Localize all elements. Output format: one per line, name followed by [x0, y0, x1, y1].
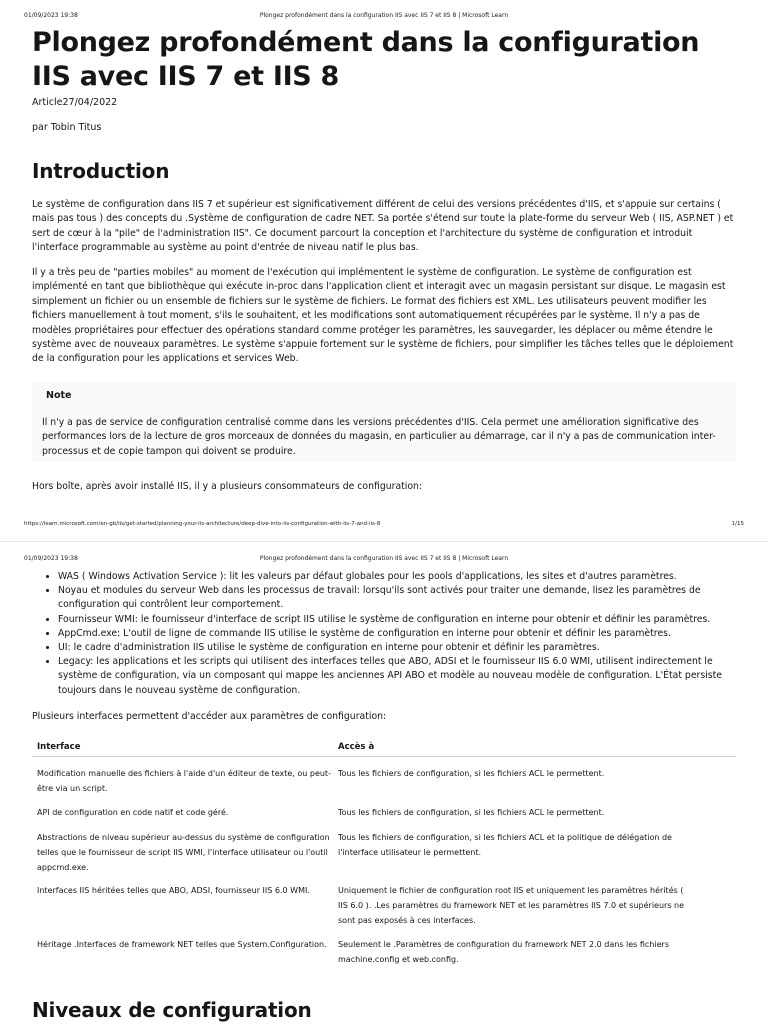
list-item: • WAS ( Windows Activation Service ): lit les valeurs par défaut globales pour les pools d'applications, les sites et d'autres paramètres.: [58, 570, 752, 584]
page1-header: [24, 10, 744, 22]
section-heading-configuration-levels: Niveaux de configuration: [32, 998, 312, 1022]
intro-paragraph-1: Le système de configuration dans IIS 7 et supérieur est significativement différent de celui des versions précédentes d'IIS, et s'appuie sur certains ( mais pas tous ) des concepts du .Système de configuration de cadre NET. Sa portée s'étend sur toute la plate-forme du serveur Web ( IIS, ASP.NET ) et sert de cœur à la "pile" de l'administration IIS". Ce document parcourt la conception et l'architecture du système de configuration et introduit l'interface programmable au système au point d'entrée de niveau natif le plus bas.: [32, 199, 734, 254]
table-cell: Abstractions de niveau supérieur au-dessus du système de configuration telles que le fournisseur de script IIS WMI, l'interface utilisateur ou l'outil appcmd.exe.: [37, 833, 330, 872]
list-item: • Fournisseur WMI: le fournisseur d'interface de script IIS utilise le système de configuration en interne pour obtenir et définir les paramètres.: [58, 613, 752, 627]
table-cell: Tous les fichiers de configuration, si les fichiers ACL le permettent.: [338, 808, 605, 817]
note-callout: [32, 382, 736, 462]
consumers-intro: Hors boîte, après avoir installé IIS, il y a plusieurs consommateurs de configuration:: [32, 481, 423, 492]
list-item: • Legacy: les applications et les scripts qui utilisent des interfaces telles que ABO, ADSI et le fournisseur IIS 6.0 WMI, utilisent indirectement le système de configuration, via un composant qui mappe les anciennes API ABO et modèle au nouveau modèle de configuration. L'État persiste toujours dans le nouveau système de configuration.: [58, 655, 752, 698]
print-date: 01/09/2023 19:38: [24, 12, 78, 19]
table-cell: Seulement le .Paramètres de configuration du framework NET 2.0 dans les fichiers machine.config et web.config.: [338, 940, 669, 964]
column-header-access: Accès à: [338, 742, 375, 752]
footer-url: https://learn.microsoft.com/en-gb/iis/get-started/planning-your-iis-architecture/deep-dive-into-iis-configuration-with-iis-7-and-iis-8: [24, 521, 381, 527]
section-heading-introduction: Introduction: [32, 159, 170, 183]
table-header-divider: [32, 756, 736, 757]
list-item: • Noyau et modules du serveur Web dans les processus de travail: lorsqu'ils sont activés pour traiter une demande, lisez les paramètres de configuration qui contrôlent leur comportement.: [58, 584, 752, 612]
intro-paragraph-2: Il y a très peu de "parties mobiles" au moment de l'exécution qui implémentent le système de configuration. Le système de configuration est implémenté en tant que bibliothèque qui exécute in-proc dans l'application client et interagit avec un magasin persistant sur disque. Le magasin est simplement un fichier ou un ensemble de fichiers sur le système de fichiers. Le format des fichiers est XML. Les utilisateurs peuvent modifier les fichiers manuellement à tout moment, s'ils le souhaitent, et les modifications sont automatiquement récupérées par le système. Il n'y a pas de modèles propriétaires pour effectuer des opérations standard comme protéger les paramètres, les sauvegarder, les déplacer ou même étendre le système avec de nouveaux paramètres. Le système s'appuie fortement sur le système de fichiers, pour simplifier les tâches telles que le déploiement de la configuration pour les applications et services Web.: [32, 267, 734, 365]
page-number: 1/15: [731, 521, 744, 527]
table-cell: Tous les fichiers de configuration, si les fichiers ACL et la politique de délégation de l'interface utilisateur le permettent.: [338, 833, 672, 857]
page2-header: [24, 553, 744, 565]
note-text: Il n'y a pas de service de configuration centralisé comme dans les versions précédentes d'IIS. Cela permet une amélioration significative des performances lors de la lecture de gros morceaux de données du magasin, en particulier au démarrage, car il n'y a pas de communication inter-processus et de copie tampon qui doivent se produire.: [42, 417, 716, 457]
table-cell: Uniquement le fichier de configuration root IIS et uniquement les paramètres hérités ( IIS 6.0 ). .Les paramètres du framework NET et les paramètres IIS 7.0 et supérieurs ne sont pas exposés à ces interfaces.: [338, 886, 685, 925]
print-date: 01/09/2023 19:38: [24, 555, 78, 562]
table-cell: Tous les fichiers de configuration, si les fichiers ACL le permettent.: [338, 769, 605, 778]
interfaces-intro: Plusieurs interfaces permettent d'accéder aux paramètres de configuration:: [32, 711, 387, 722]
configuration-consumers-list: [42, 570, 752, 698]
article-title: Plongez profondément dans la configuration IIS avec IIS 7 et IIS 8: [32, 27, 700, 92]
table-cell: Héritage .Interfaces de framework NET telles que System.Configuration.: [37, 940, 327, 949]
table-cell: API de configuration en code natif et code géré.: [37, 808, 229, 817]
page-divider: [0, 541, 768, 542]
print-title: Plongez profondément dans la configuration IIS avec IIS 7 et IIS 8 | Microsoft Learn: [259, 555, 509, 562]
page1-footer: [24, 518, 744, 530]
list-item: • UI: le cadre d'administration IIS utilise le système de configuration en interne pour obtenir et définir les paramètres.: [58, 641, 752, 655]
article-date: Article27/04/2022: [32, 97, 118, 108]
print-title: Plongez profondément dans la configuration IIS avec IIS 7 et IIS 8 | Microsoft Learn: [259, 12, 509, 19]
list-item: • AppCmd.exe: L'outil de ligne de commande IIS utilise le système de configuration en interne pour obtenir et définir les paramètres.: [58, 627, 752, 641]
column-header-interface: Interface: [37, 742, 81, 752]
article-author: par Tobin Titus: [32, 122, 102, 133]
table-cell: Modification manuelle des fichiers à l'aide d'un éditeur de texte, ou peut-être via un script.: [37, 769, 331, 793]
note-label: Note: [46, 390, 72, 401]
table-cell: Interfaces IIS héritées telles que ABO, ADSI, fournisseur IIS 6.0 WMI.: [37, 886, 310, 895]
